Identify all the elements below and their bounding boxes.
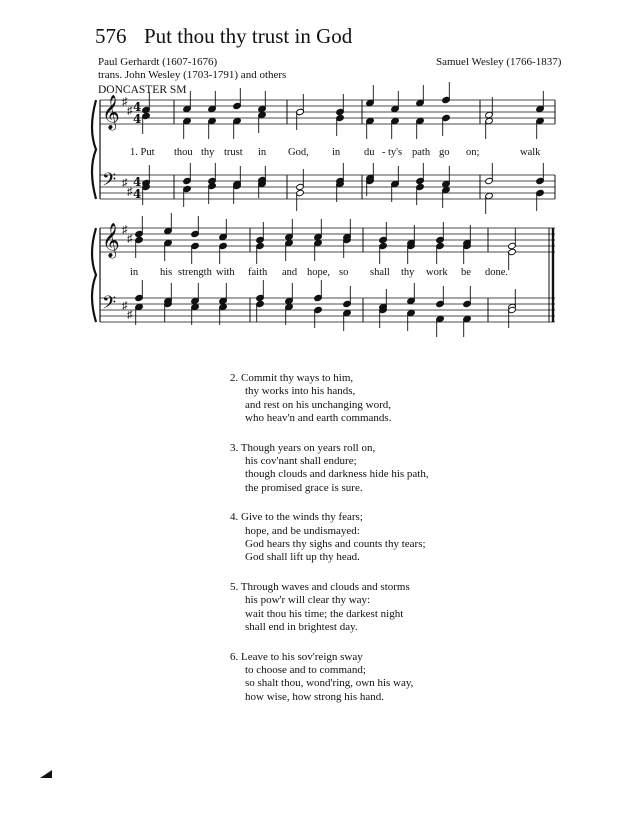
sharp-icon: ♯ bbox=[127, 309, 133, 321]
verse-line: hope, and be undismayed: bbox=[245, 524, 360, 537]
verse-line: and rest on his unchanging word, bbox=[245, 398, 392, 411]
verse-line: 4. Give to the winds thy fears; bbox=[230, 511, 363, 524]
time-signature: 4 bbox=[133, 187, 142, 201]
lyric-syllable: path bbox=[412, 147, 431, 158]
bass-clef-icon: 𝄢 bbox=[102, 170, 117, 195]
verse-line: 2. Commit thy ways to him, bbox=[230, 372, 354, 384]
system-brace bbox=[92, 100, 96, 199]
verse bbox=[230, 511, 429, 564]
lyric-syllable: work bbox=[426, 267, 448, 278]
lyric-syllable: so bbox=[339, 267, 349, 278]
lyric-syllable: his bbox=[160, 267, 173, 278]
system1-lyrics bbox=[130, 147, 541, 158]
score-staves bbox=[92, 82, 555, 337]
verse bbox=[230, 651, 429, 704]
lyric-syllable: and bbox=[282, 267, 298, 278]
verse-line: his pow'r will clear thy way: bbox=[245, 594, 371, 607]
verse-line: the promised grace is sure. bbox=[245, 481, 363, 494]
verse-line: 3. Though years on years roll on, bbox=[230, 441, 376, 454]
time-signature: 4 bbox=[133, 100, 142, 114]
hymn-title: Put thou thy trust in God bbox=[144, 24, 353, 48]
verse-line: God hears thy sighs and counts thy tears; bbox=[245, 537, 426, 550]
time-signature: 4 bbox=[133, 175, 142, 189]
treble-clef-icon: 𝄞 bbox=[102, 95, 120, 130]
bass-clef-icon: 𝄢 bbox=[102, 293, 117, 318]
verse-line: to choose and to command; bbox=[245, 664, 366, 677]
lyric-syllable: in bbox=[130, 267, 139, 278]
sharp-icon: ♯ bbox=[122, 224, 128, 236]
lyric-syllable: done. bbox=[485, 267, 509, 278]
composer-credit: Samuel Wesley (1766-1837) bbox=[436, 56, 562, 68]
lyric-syllable: thou bbox=[174, 147, 193, 158]
verse bbox=[230, 442, 429, 495]
lyric-syllable: strength bbox=[178, 267, 212, 278]
lyric-syllable: hope, bbox=[307, 267, 331, 278]
sharp-icon: ♯ bbox=[122, 300, 128, 312]
verse-line: who heav'n and earth commands. bbox=[245, 411, 392, 424]
lyric-syllable: - bbox=[382, 147, 386, 158]
sharp-icon: ♯ bbox=[127, 105, 133, 117]
lyric-syllable: on; bbox=[466, 147, 480, 158]
author-credit: Paul Gerhardt (1607-1676) bbox=[98, 56, 218, 68]
lyric-syllable: thy bbox=[401, 267, 415, 278]
verse bbox=[230, 372, 429, 425]
translator-credit: trans. John Wesley (1703-1791) and others bbox=[98, 69, 287, 81]
lyric-syllable: walk bbox=[520, 147, 541, 158]
treble-clef-icon: 𝄞 bbox=[102, 223, 120, 258]
verse-line: though clouds and darkness hide his path, bbox=[245, 468, 429, 481]
verse-line: his cov'nant shall endure; bbox=[245, 454, 357, 467]
lyric-syllable: du bbox=[364, 147, 375, 158]
lyric-syllable: ty's bbox=[388, 147, 403, 158]
sharp-icon: ♯ bbox=[122, 177, 128, 189]
verse-line: God shall lift up thy head. bbox=[245, 551, 360, 564]
system2-lyrics bbox=[130, 267, 508, 278]
hymn-number: 576 bbox=[95, 24, 127, 48]
lyric-syllable: in bbox=[258, 147, 267, 158]
sharp-icon: ♯ bbox=[127, 186, 133, 198]
lyric-syllable: faith bbox=[248, 267, 268, 278]
sharp-icon: ♯ bbox=[127, 233, 133, 245]
verses-block bbox=[230, 372, 429, 720]
verse-line: wait thou his time; the darkest night bbox=[245, 607, 404, 620]
sharp-icon: ♯ bbox=[122, 96, 128, 108]
system-brace bbox=[92, 228, 96, 322]
lyric-syllable: God, bbox=[288, 147, 309, 158]
lyric-syllable: with bbox=[216, 267, 235, 278]
music-score bbox=[0, 0, 640, 360]
verse-line: so shalt thou, wond'ring, own his way, bbox=[245, 677, 414, 690]
lyric-syllable: thy bbox=[201, 147, 215, 158]
verse-line: thy works into his hands, bbox=[245, 385, 356, 398]
verse-line: 6. Leave to his sov'reign sway bbox=[230, 650, 363, 663]
lyric-syllable: 1. Put bbox=[130, 147, 155, 158]
tune-name: DONCASTER SM bbox=[98, 84, 187, 96]
verse-line: 5. Through waves and clouds and storms bbox=[230, 581, 410, 594]
time-signature: 4 bbox=[133, 112, 142, 126]
verse bbox=[230, 581, 429, 634]
lyric-syllable: in bbox=[332, 147, 341, 158]
page-corner-mark bbox=[40, 770, 52, 778]
lyric-syllable: go bbox=[439, 147, 450, 158]
verse-line: how wise, how strong his hand. bbox=[245, 690, 385, 703]
lyric-syllable: be bbox=[461, 267, 471, 278]
lyric-syllable: shall bbox=[370, 267, 390, 278]
lyric-syllable: trust bbox=[224, 147, 243, 158]
verse-line: shall end in brightest day. bbox=[245, 620, 358, 633]
